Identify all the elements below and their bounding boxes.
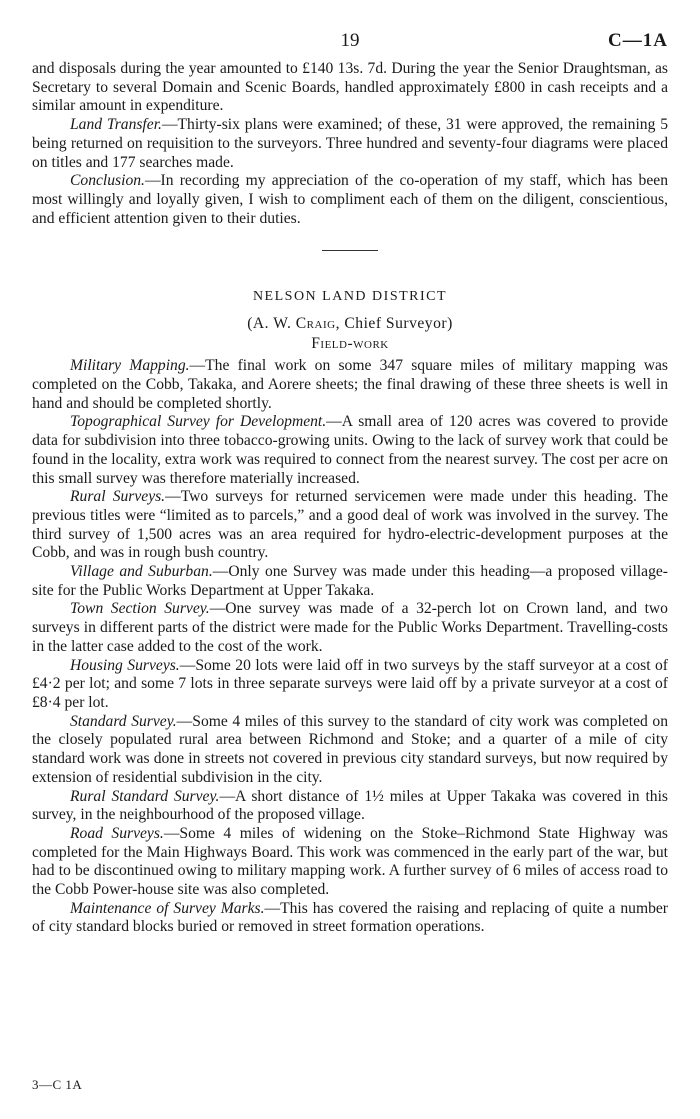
section-title: NELSON LAND DISTRICT xyxy=(252,289,448,305)
paragraph-lead: Rural Surveys. xyxy=(70,488,166,506)
paragraph-text: —Thirty-six plans were examined; of these, 31 were approved, the remaining 5 being returned on requisition to the surveyors. Three hundred and seventy-four diagrams were placed on titles and 177 searches made. xyxy=(32,116,669,171)
paragraph-text: —Some 4 miles of widening on the Stoke–Richmond State Highway was completed for the Main Highways Board. This work was commenced in the early part of the war, but had to be discontinued owing to military mapping work. A further survey of 6 miles of access road to the Cobb Power-house site was also completed. xyxy=(32,824,668,899)
body-paragraph xyxy=(32,825,668,900)
paragraph-text: —Some 20 lots were laid off in two surveys by the staff surveyor at a cost of £4·2 per lot; and some 7 lots in three separate surveys were laid off by a private surveyor at a cost of £8·4 per lot. xyxy=(32,656,668,711)
paragraph-text: —Only one Survey was made under this heading—a proposed village-site for the Public Works Department at Upper Takaka. xyxy=(32,563,668,599)
paragraph-lead: Road Surveys. xyxy=(70,824,164,842)
paragraph-text: —The final work on some 347 square miles of military mapping was completed on the Cobb, Takaka, and Aorere sheets; the final drawing of these three sheets is well in hand and should be completed shortly. xyxy=(32,357,668,412)
body-paragraph xyxy=(32,357,668,413)
continuation-paragraph: and disposals during the year amounted to £140 13s. 7d. During the year the Senior Draughtsman, as Secretary to several Domain and Scenic Boards, handled approximately £800 in cash receipts and a similar amount in expenditure. xyxy=(32,60,668,115)
subtitle-open: (A. W. xyxy=(247,315,296,333)
body-paragraph xyxy=(32,600,668,656)
paragraph-lead: Land Transfer. xyxy=(70,116,162,134)
section-heading: Field-work xyxy=(311,335,389,353)
body-paragraph xyxy=(32,657,668,713)
paragraph-text: —A short distance of 1½ miles at Upper Takaka was covered in this survey, in the neighbourhood of the proposed village. xyxy=(32,787,669,824)
conclusion-paragraph xyxy=(32,172,668,228)
paragraph-text: —This has covered the raising and replacing of quite a number of city standard blocks buried or removed in street formation operations. xyxy=(32,899,668,936)
document-page xyxy=(32,30,668,937)
paragraph-lead: Housing Surveys. xyxy=(70,656,180,674)
section-divider xyxy=(322,250,378,251)
paragraph-text: —In recording my appreciation of the co-operation of my staff, which has been most willingly and loyally given, I wish to compliment each of them on the diligent, conscientious, and efficient attention given to their duties. xyxy=(32,172,668,227)
paragraph-lead: Maintenance of Survey Marks. xyxy=(70,899,265,917)
page-number: 19 xyxy=(340,30,360,51)
section-subtitle xyxy=(32,315,668,333)
paragraph-lead: Conclusion. xyxy=(70,172,145,190)
paragraph-text: —A small area of 120 acres was covered to provide data for subdivision into three tobacco-growing units. Owing to the lack of survey work that could be found in the locality, extra work was required to connect from the nearest survey. The cost per acre on this small survey was therefore materially increased. xyxy=(32,413,668,487)
paragraph-text: —One survey was made of a 32-perch lot on Crown land, and two surveys in different parts of the district were made for the Public Works Department. Travelling-costs in the latter case added to the cost of the work. xyxy=(32,600,668,655)
paragraph-lead: Topographical Survey for Development. xyxy=(70,413,327,431)
body-paragraph xyxy=(32,713,668,788)
body-paragraph xyxy=(32,413,668,488)
paragraph-text: —Some 4 miles of this survey to the standard of city work was completed on the closely populated rural area between Richmond and Stoke; and a quarter of a mile of city standard work was done in streets not covered in previous city standard surveys, but now required by extension of residential subdivision in the city. xyxy=(32,712,668,786)
subtitle-close: , Chief Surveyor) xyxy=(335,315,453,333)
paragraph-lead: Town Section Survey. xyxy=(70,600,210,618)
paragraph-list xyxy=(32,357,668,937)
signature-mark: 3—C 1A xyxy=(32,1077,83,1092)
land-transfer-paragraph xyxy=(32,116,668,172)
paragraph-lead: Village and Suburban. xyxy=(70,563,213,581)
surveyor-name: Craig xyxy=(295,315,336,333)
body-paragraph xyxy=(32,788,668,825)
body-paragraph xyxy=(32,900,668,937)
paragraph-lead: Rural Standard Survey. xyxy=(70,787,220,805)
document-code: C—1A xyxy=(608,30,668,51)
body-paragraph xyxy=(32,488,668,563)
paragraph-lead: Military Mapping. xyxy=(70,357,190,375)
body-paragraph xyxy=(32,563,668,600)
page-header xyxy=(32,30,668,60)
paragraph-lead: Standard Survey. xyxy=(70,712,177,730)
paragraph-text: —Two surveys for returned servicemen were made under this heading. The previous titles were “limited as to parcels,” and a good deal of work was involved in the survey. The third survey of 1,500 acres was an area required for hydro-electric-development purposes at the Cobb, and was in rough bush country. xyxy=(32,488,668,562)
